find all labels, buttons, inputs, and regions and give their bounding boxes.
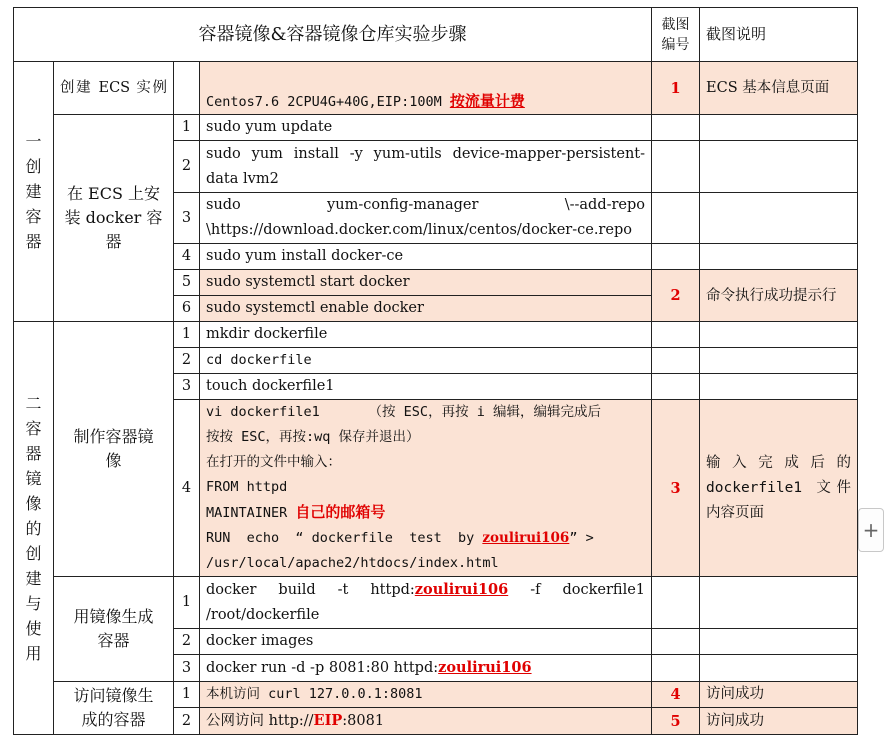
shot-number-empty bbox=[652, 244, 700, 270]
group-access-container: 访问镜像生成的容器 bbox=[54, 682, 174, 735]
step-number: 1 bbox=[174, 682, 200, 708]
shot-number-empty bbox=[652, 577, 700, 629]
step-number: 1 bbox=[174, 577, 200, 629]
shot-desc-empty bbox=[700, 577, 858, 629]
shot-number-empty bbox=[652, 629, 700, 655]
group-install-docker: 在 ECS 上安装 docker 容器 bbox=[54, 115, 174, 322]
step-number: 5 bbox=[174, 270, 200, 296]
step-text-repo: sudo yum-config-manager \--add-repo \https://download.docker.com/linux/centos/docker-ce.repo bbox=[200, 193, 652, 244]
shot-number: 5 bbox=[652, 708, 700, 735]
step-text: sudo yum install docker-ce bbox=[200, 244, 652, 270]
shot-number: 4 bbox=[652, 682, 700, 708]
lab-steps-table bbox=[13, 7, 858, 735]
step-number: 2 bbox=[174, 629, 200, 655]
shot-desc-empty bbox=[700, 322, 858, 348]
shot-number-empty bbox=[652, 115, 700, 141]
step-dockerfile-edit: vi dockerfile1 （按 ESC，再按 i 编辑，编辑完成后 按按 ESC，再按:wq 保存并退出） 在打开的文件中输入： FROM httpd MAINTAINER 自己的邮箱号 RUN echo “ dockerfile test by zoulirui106” > /usr/local/apache2/htdocs/index.html bbox=[200, 400, 652, 577]
step-docker-build: docker build -t httpd:zoulirui106 -f dockerfile1 /root/dockerfile bbox=[200, 577, 652, 629]
section-1-label: 一 创 建 容 器 bbox=[14, 62, 54, 322]
shot-number-empty bbox=[652, 655, 700, 682]
shot-desc-empty bbox=[700, 374, 858, 400]
shot-desc: 访问成功 bbox=[700, 682, 858, 708]
step-public-access: 公网访问 http://EIP:8081 bbox=[200, 708, 652, 735]
shot-number: 3 bbox=[652, 400, 700, 577]
group-run-container: 用镜像生成容器 bbox=[54, 577, 174, 682]
step-text: sudo yum install -y yum-utils device-mapper-persistent-data lvm2 bbox=[200, 141, 652, 193]
step-number: 6 bbox=[174, 296, 200, 322]
step-text: mkdir dockerfile bbox=[200, 322, 652, 348]
shot-desc: 命令执行成功提示行 bbox=[700, 270, 858, 322]
step-number: 2 bbox=[174, 141, 200, 193]
shot-desc: 输入完成后的 dockerfile1 文件内容页面 bbox=[700, 400, 858, 577]
step-text: cd dockerfile bbox=[200, 348, 652, 374]
shot-number-empty bbox=[652, 348, 700, 374]
step-number: 3 bbox=[174, 655, 200, 682]
shot-desc-empty bbox=[700, 655, 858, 682]
step-number: 3 bbox=[174, 374, 200, 400]
step-text: touch dockerfile1 bbox=[200, 374, 652, 400]
add-button[interactable]: + bbox=[858, 508, 884, 552]
shot-number: 1 bbox=[652, 62, 700, 115]
step-text: sudo systemctl start docker bbox=[200, 270, 652, 296]
shot-desc: 访问成功 bbox=[700, 708, 858, 735]
shot-desc-empty bbox=[700, 244, 858, 270]
step-number: 1 bbox=[174, 322, 200, 348]
shot-number-empty bbox=[652, 322, 700, 348]
step-text: 本机访问 curl 127.0.0.1:8081 bbox=[200, 682, 652, 708]
shot-number-empty bbox=[652, 141, 700, 193]
step-docker-run: docker run -d -p 8081:80 httpd:zoulirui106 bbox=[200, 655, 652, 682]
shot-desc-empty bbox=[700, 193, 858, 244]
section-2-label: 二 容 器 镜 像 的 创 建 与 使 用 bbox=[14, 322, 54, 735]
step-number bbox=[174, 62, 200, 115]
step-number: 2 bbox=[174, 708, 200, 735]
shot-number: 2 bbox=[652, 270, 700, 322]
shot-desc-header: 截图说明 bbox=[700, 8, 858, 62]
step-number: 4 bbox=[174, 244, 200, 270]
step-text: docker images bbox=[200, 629, 652, 655]
group-create-ecs: 创建 ECS 实例 bbox=[54, 62, 174, 115]
shot-number-empty bbox=[652, 193, 700, 244]
step-number: 4 bbox=[174, 400, 200, 577]
step-number: 3 bbox=[174, 193, 200, 244]
group-make-image: 制作容器镜像 bbox=[54, 322, 174, 577]
shot-desc-empty bbox=[700, 115, 858, 141]
step-number: 2 bbox=[174, 348, 200, 374]
shot-desc: ECS 基本信息页面 bbox=[700, 62, 858, 115]
shot-desc-empty bbox=[700, 629, 858, 655]
table-title: 容器镜像&容器镜像仓库实验步骤 bbox=[14, 8, 652, 62]
shot-number-empty bbox=[652, 374, 700, 400]
step-text: sudo systemctl enable docker bbox=[200, 296, 652, 322]
shot-desc-empty bbox=[700, 348, 858, 374]
shot-desc-empty bbox=[700, 141, 858, 193]
step-ecs-spec: Centos7.6 2CPU4G+40G,EIP:100M 按流量计费 bbox=[200, 62, 652, 115]
shot-number-header: 截图编号 bbox=[652, 8, 700, 62]
step-text: sudo yum update bbox=[200, 115, 652, 141]
step-number: 1 bbox=[174, 115, 200, 141]
